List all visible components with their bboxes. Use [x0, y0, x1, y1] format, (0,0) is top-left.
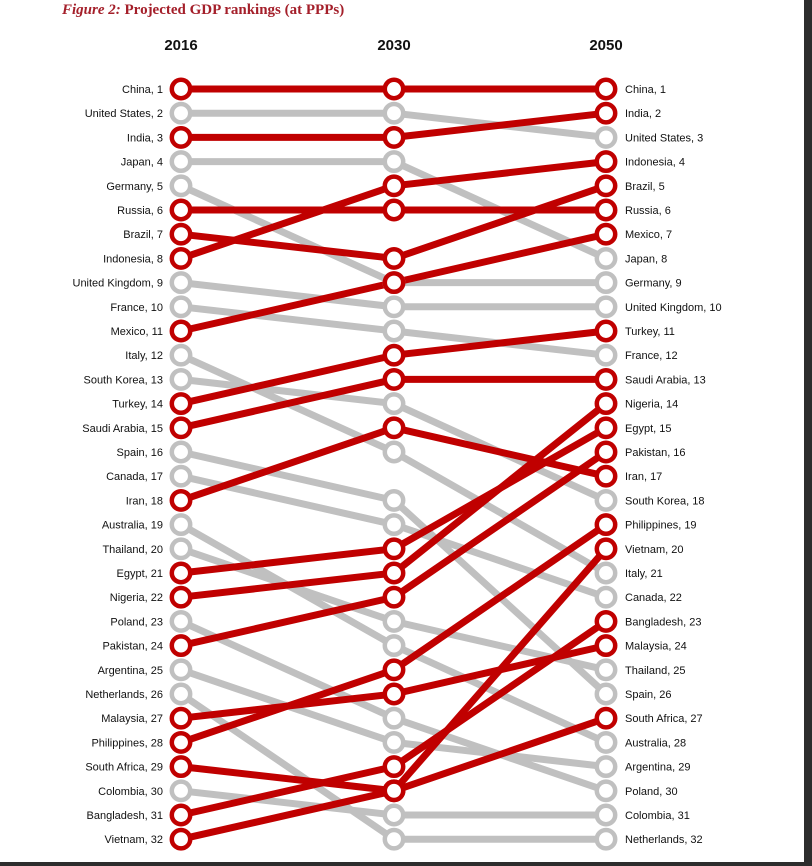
label-2050-south-africa: South Africa, 27 [625, 713, 703, 726]
marker-united-states-2030 [385, 104, 403, 122]
marker-japan-2030 [385, 152, 403, 170]
line-united-kingdom-2016-2030 [181, 283, 394, 307]
marker-united-states-2016 [172, 104, 190, 122]
label-2050-colombia: Colombia, 31 [625, 810, 690, 822]
marker-south-korea-2050 [597, 491, 615, 509]
label-2016-france: France, 10 [110, 301, 163, 314]
label-2050-vietnam: Vietnam, 20 [625, 543, 684, 556]
label-2050-canada: Canada, 22 [625, 592, 682, 605]
label-2016-poland: Poland, 23 [110, 616, 163, 629]
line-mexico-2030-2050 [394, 234, 606, 282]
label-2016-united-kingdom: United Kingdom, 9 [72, 277, 163, 290]
label-2050-pakistan: Pakistan, 16 [625, 447, 686, 459]
label-2050-china: China, 1 [625, 84, 666, 96]
marker-france-2030 [385, 322, 403, 340]
label-2016-brazil: Brazil, 7 [123, 229, 163, 242]
marker-turkey-2050 [597, 322, 615, 340]
label-2016-indonesia: Indonesia, 8 [103, 253, 163, 266]
label-2050-russia: Russia, 6 [625, 205, 671, 217]
marker-australia-2030 [385, 636, 403, 654]
marker-canada-2016 [172, 467, 190, 485]
label-2016-netherlands: Netherlands, 26 [85, 689, 163, 701]
line-turkey-2016-2030 [181, 355, 394, 403]
marker-argentina-2016 [172, 661, 190, 679]
label-2050-bangladesh: Bangladesh, 23 [625, 616, 702, 629]
label-2016-turkey: Turkey, 14 [112, 398, 163, 411]
marker-brazil-2016 [172, 225, 190, 243]
label-2050-italy: Italy, 21 [625, 568, 663, 580]
marker-bangladesh-2050 [597, 612, 615, 630]
label-2050-malaysia: Malaysia, 24 [625, 640, 687, 653]
marker-germany-2050 [597, 273, 615, 291]
label-2016-mexico: Mexico, 11 [110, 326, 163, 338]
marker-spain-2016 [172, 443, 190, 461]
figure-title-text: Projected GDP rankings (at PPPs) [124, 2, 345, 18]
marker-nigeria-2030 [385, 564, 403, 582]
marker-japan-2016 [172, 152, 190, 170]
label-2050-united-states: United States, 3 [625, 132, 704, 145]
marker-mexico-2050 [597, 225, 615, 243]
year-header-2050: 2050 [589, 37, 623, 54]
marker-nigeria-2050 [597, 394, 615, 412]
marker-pakistan-2050 [597, 443, 615, 461]
marker-iran-2016 [172, 491, 190, 509]
marker-united-kingdom-2016 [172, 273, 190, 291]
marker-spain-2050 [597, 685, 615, 703]
label-2050-iran: Iran, 17 [625, 471, 663, 484]
marker-italy-2016 [172, 346, 190, 364]
label-2016-thailand: Thailand, 20 [102, 543, 163, 556]
label-2050-mexico: Mexico, 7 [625, 229, 673, 242]
marker-turkey-2016 [172, 394, 190, 412]
label-2016-pakistan: Pakistan, 24 [102, 640, 163, 653]
marker-iran-2050 [597, 467, 615, 485]
label-2050-brazil: Brazil, 5 [625, 180, 665, 193]
marker-india-2016 [172, 128, 190, 146]
year-headers [164, 37, 622, 54]
marker-italy-2030 [385, 443, 403, 461]
label-2016-egypt: Egypt, 21 [116, 568, 163, 580]
marker-germany-2016 [172, 177, 190, 195]
label-2016-australia: Australia, 19 [101, 519, 163, 532]
label-2050-japan: Japan, 8 [625, 253, 668, 266]
label-2050-indonesia: Indonesia, 4 [625, 156, 685, 169]
marker-egypt-2030 [385, 540, 403, 558]
label-2050-france: France, 12 [625, 350, 678, 363]
label-2050-argentina: Argentina, 29 [625, 761, 691, 774]
label-2016-bangladesh: Bangladesh, 31 [86, 810, 163, 822]
label-2050-philippines: Philippines, 19 [625, 519, 697, 532]
marker-spain-2030 [385, 491, 403, 509]
marker-saudi-arabia-2050 [597, 370, 615, 388]
label-2050-spain: Spain, 26 [625, 689, 672, 701]
marker-india-2050 [597, 104, 615, 122]
line-mexico-2016-2030 [181, 283, 394, 331]
marker-italy-2050 [597, 564, 615, 582]
marker-russia-2030 [385, 201, 403, 219]
label-2050-south-korea: South Korea, 18 [625, 495, 705, 508]
marker-colombia-2030 [385, 806, 403, 824]
marker-poland-2030 [385, 709, 403, 727]
label-2016-saudi-arabia: Saudi Arabia, 15 [82, 422, 163, 435]
marker-canada-2030 [385, 515, 403, 533]
marker-south-africa-2016 [172, 757, 190, 775]
marker-indonesia-2016 [172, 249, 190, 267]
marker-brazil-2030 [385, 249, 403, 267]
marker-nigeria-2016 [172, 588, 190, 606]
label-2050-saudi-arabia: Saudi Arabia, 13 [625, 374, 706, 387]
marker-turkey-2030 [385, 346, 403, 364]
label-2050-poland: Poland, 30 [625, 785, 678, 798]
marker-canada-2050 [597, 588, 615, 606]
marker-netherlands-2016 [172, 685, 190, 703]
marker-united-kingdom-2050 [597, 298, 615, 316]
marker-south-korea-2016 [172, 370, 190, 388]
label-2016-philippines: Philippines, 28 [91, 737, 163, 750]
marker-pakistan-2016 [172, 636, 190, 654]
label-2016-canada: Canada, 17 [106, 471, 163, 484]
label-2016-south-africa: South Africa, 29 [85, 761, 163, 774]
line-colombia-2016-2030 [181, 791, 394, 815]
marker-colombia-2050 [597, 806, 615, 824]
label-2016-colombia: Colombia, 30 [98, 785, 163, 798]
marker-indonesia-2030 [385, 177, 403, 195]
label-2016-china: China, 1 [122, 84, 163, 96]
marker-japan-2050 [597, 249, 615, 267]
line-pakistan-2016-2030 [181, 597, 394, 645]
frame-edge-right [804, 0, 812, 866]
marker-china-2016 [172, 80, 190, 98]
marker-india-2030 [385, 128, 403, 146]
marker-vietnam-2050 [597, 540, 615, 558]
line-iran-2016-2030 [181, 428, 394, 501]
marker-china-2050 [597, 80, 615, 98]
marker-egypt-2050 [597, 419, 615, 437]
label-2016-nigeria: Nigeria, 22 [109, 592, 163, 605]
marker-thailand-2016 [172, 540, 190, 558]
label-2050-egypt: Egypt, 15 [625, 422, 672, 435]
marker-thailand-2050 [597, 661, 615, 679]
line-bangladesh-2016-2030 [181, 767, 394, 815]
label-2016-vietnam: Vietnam, 32 [104, 834, 163, 847]
label-2050-india: India, 2 [625, 108, 662, 121]
marker-south-korea-2030 [385, 394, 403, 412]
label-2016-russia: Russia, 6 [117, 205, 163, 217]
marker-france-2050 [597, 346, 615, 364]
label-2016-japan: Japan, 4 [120, 156, 163, 169]
marker-russia-2016 [172, 201, 190, 219]
marker-saudi-arabia-2030 [385, 370, 403, 388]
label-2050-nigeria: Nigeria, 14 [625, 398, 679, 411]
label-2050-netherlands: Netherlands, 32 [625, 834, 703, 847]
label-2016-spain: Spain, 16 [116, 447, 163, 459]
marker-philippines-2016 [172, 733, 190, 751]
label-2050-germany: Germany, 9 [625, 277, 682, 290]
marker-united-kingdom-2030 [385, 298, 403, 316]
label-2016-germany: Germany, 5 [106, 180, 163, 193]
label-2050-thailand: Thailand, 25 [625, 664, 686, 677]
label-2016-malaysia: Malaysia, 27 [101, 713, 163, 726]
label-2016-south-korea: South Korea, 13 [83, 374, 163, 387]
marker-malaysia-2016 [172, 709, 190, 727]
marker-france-2016 [172, 298, 190, 316]
marker-mexico-2030 [385, 273, 403, 291]
marker-argentina-2050 [597, 757, 615, 775]
marker-australia-2050 [597, 733, 615, 751]
marker-bangladesh-2030 [385, 757, 403, 775]
marker-indonesia-2050 [597, 152, 615, 170]
line-france-2016-2030 [181, 307, 394, 331]
marker-philippines-2030 [385, 661, 403, 679]
label-2016-united-states: United States, 2 [84, 108, 163, 121]
line-nigeria-2016-2030 [181, 573, 394, 597]
marker-vietnam-2030 [385, 782, 403, 800]
marker-united-states-2050 [597, 128, 615, 146]
marker-argentina-2030 [385, 733, 403, 751]
line-saudi-arabia-2016-2030 [181, 379, 394, 427]
marker-brazil-2050 [597, 177, 615, 195]
year-header-2016: 2016 [164, 37, 198, 54]
marker-colombia-2016 [172, 782, 190, 800]
figure-label: Figure 2: [62, 2, 121, 18]
label-2016-iran: Iran, 18 [125, 495, 163, 508]
label-2016-india: India, 3 [126, 132, 163, 145]
marker-malaysia-2050 [597, 636, 615, 654]
label-2016-italy: Italy, 12 [125, 350, 163, 363]
marker-south-africa-2050 [597, 709, 615, 727]
marker-thailand-2030 [385, 612, 403, 630]
marker-russia-2050 [597, 201, 615, 219]
label-2050-australia: Australia, 28 [625, 737, 687, 750]
line-canada-2016-2030 [181, 476, 394, 524]
year-header-2030: 2030 [377, 37, 411, 54]
marker-egypt-2016 [172, 564, 190, 582]
frame-edge-bottom [0, 862, 812, 866]
marker-philippines-2050 [597, 515, 615, 533]
label-2016-argentina: Argentina, 25 [97, 664, 163, 677]
marker-saudi-arabia-2016 [172, 419, 190, 437]
marker-vietnam-2016 [172, 830, 190, 848]
marker-bangladesh-2016 [172, 806, 190, 824]
marker-malaysia-2030 [385, 685, 403, 703]
marker-china-2030 [385, 80, 403, 98]
label-2050-turkey: Turkey, 11 [625, 326, 675, 338]
marker-australia-2016 [172, 515, 190, 533]
marker-pakistan-2030 [385, 588, 403, 606]
label-2050-united-kingdom: United Kingdom, 10 [625, 301, 722, 314]
marker-poland-2050 [597, 782, 615, 800]
marker-mexico-2016 [172, 322, 190, 340]
marker-netherlands-2050 [597, 830, 615, 848]
marker-netherlands-2030 [385, 830, 403, 848]
marker-iran-2030 [385, 419, 403, 437]
marker-poland-2016 [172, 612, 190, 630]
